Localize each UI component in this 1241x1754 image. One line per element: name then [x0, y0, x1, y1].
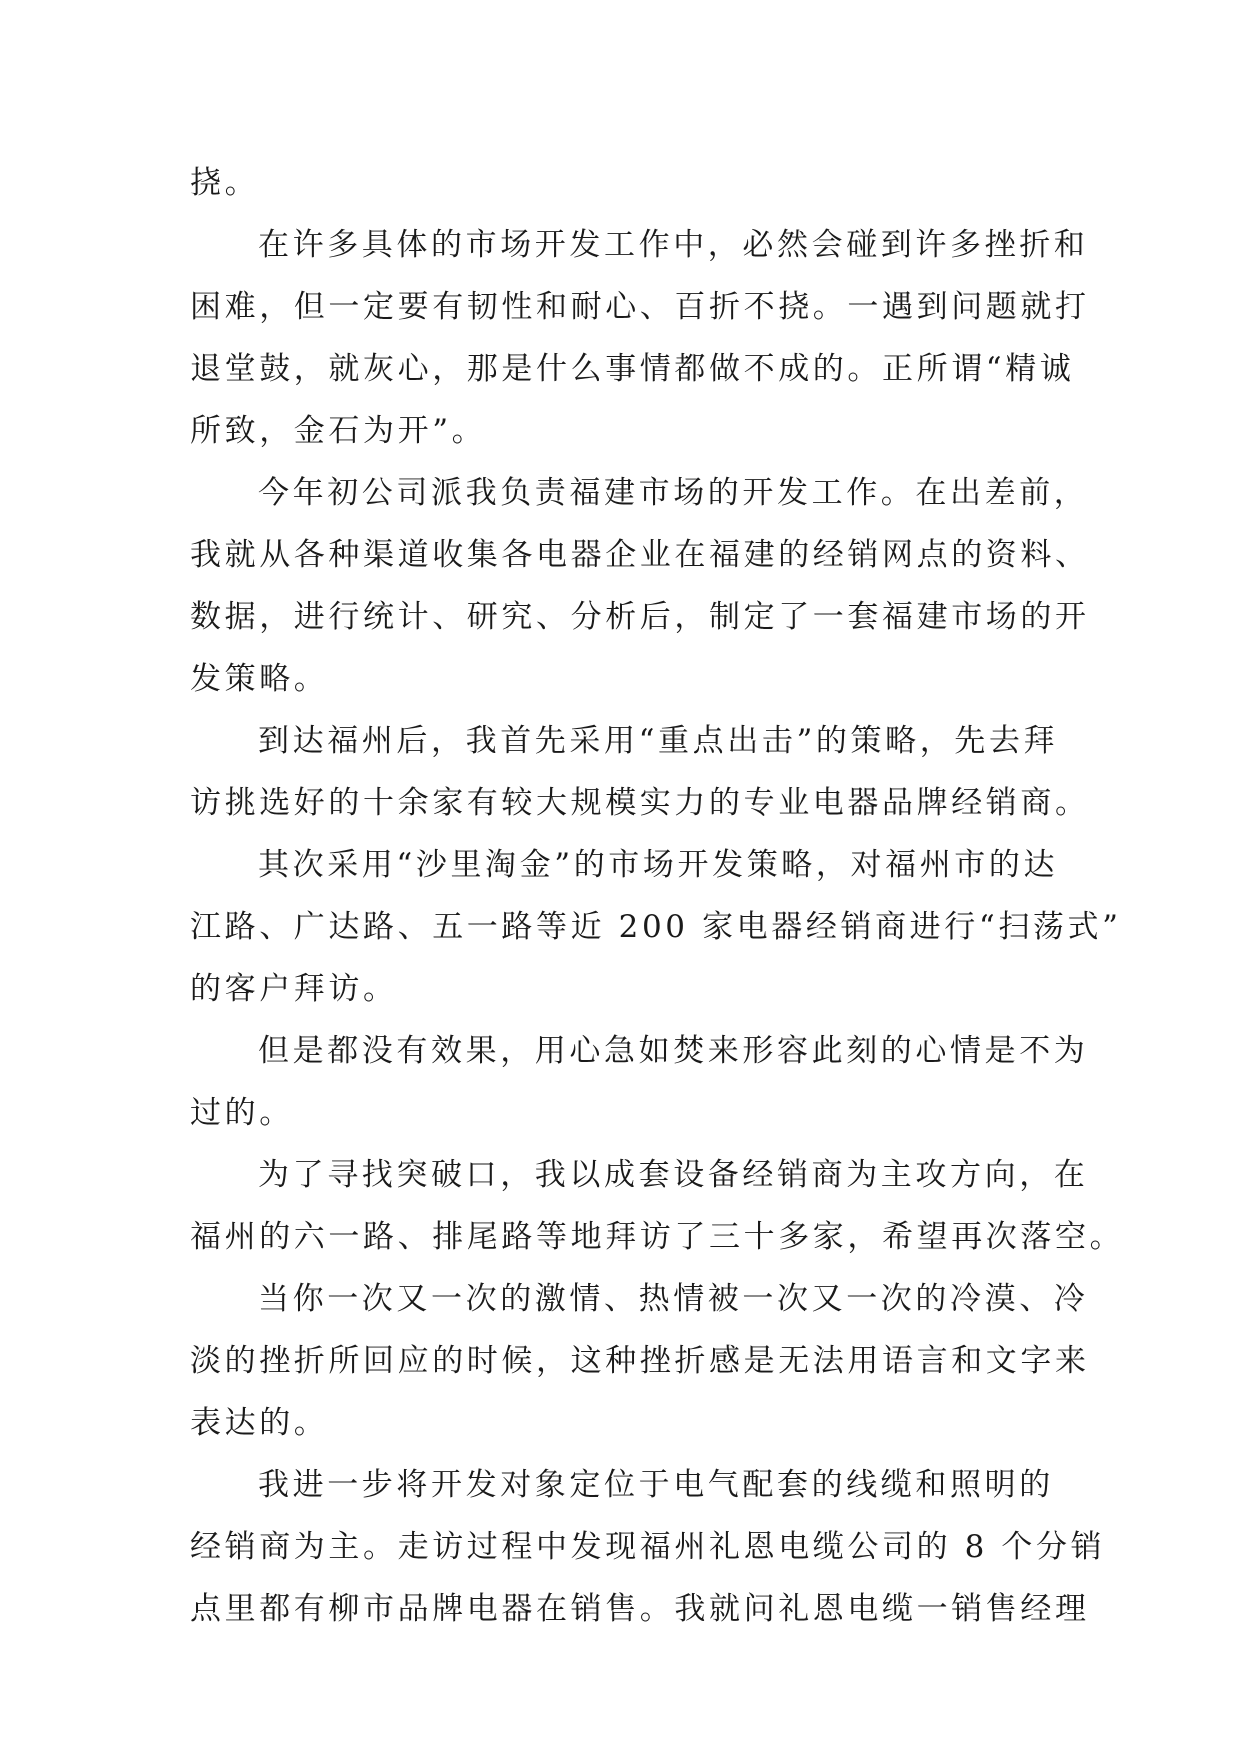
text-line: 的客户拜访。	[190, 971, 398, 1007]
text-line: 发策略。	[190, 661, 329, 697]
text-line: 访挑选好的十余家有较大规模实力的专业电器品牌经销商。	[190, 785, 1090, 821]
text-line: 过的。	[190, 1095, 294, 1131]
text-line: 挠。	[190, 165, 260, 201]
text-line: 淡的挫折所回应的时候，这种挫折感是无法用语言和文字来	[190, 1343, 1090, 1379]
body-text	[190, 152, 1125, 1640]
text-line: 所致，金石为开”。	[190, 413, 487, 449]
text-line: 到达福州后，我首先采用“重点出击”的策略，先去拜	[258, 723, 1059, 759]
text-line: 福州的六一路、排尾路等地拜访了三十多家，希望再次落空。	[190, 1219, 1125, 1255]
text-line: 当你一次又一次的激情、热情被一次又一次的冷漠、冷	[258, 1281, 1089, 1317]
text-line: 为了寻找突破口，我以成套设备经销商为主攻方向，在	[258, 1157, 1089, 1193]
text-line: 江路、广达路、五一路等近 200 家电器经销商进行“扫荡式”	[190, 909, 1122, 945]
text-line: 点里都有柳市品牌电器在销售。我就问礼恩电缆一销售经理	[190, 1591, 1090, 1627]
text-line: 表达的。	[190, 1405, 329, 1441]
text-line: 我进一步将开发对象定位于电气配套的线缆和照明的	[258, 1467, 1054, 1503]
text-line: 经销商为主。走访过程中发现福州礼恩电缆公司的 8 个分销	[190, 1529, 1106, 1565]
text-line: 数据，进行统计、研究、分析后，制定了一套福建市场的开	[190, 599, 1090, 635]
text-line: 我就从各种渠道收集各电器企业在福建的经销网点的资料、	[190, 537, 1090, 573]
text-line: 困难，但一定要有韧性和耐心、百折不挠。一遇到问题就打	[190, 289, 1090, 325]
text-line: 今年初公司派我负责福建市场的开发工作。在出差前，	[258, 475, 1089, 511]
text-line: 但是都没有效果，用心急如焚来形容此刻的心情是不为	[258, 1033, 1089, 1069]
text-line: 在许多具体的市场开发工作中，必然会碰到许多挫折和	[258, 227, 1089, 263]
text-line: 退堂鼓，就灰心，那是什么事情都做不成的。正所谓“精诚	[190, 351, 1075, 387]
text-line: 其次采用“沙里淘金”的市场开发策略，对福州市的达	[258, 847, 1059, 883]
